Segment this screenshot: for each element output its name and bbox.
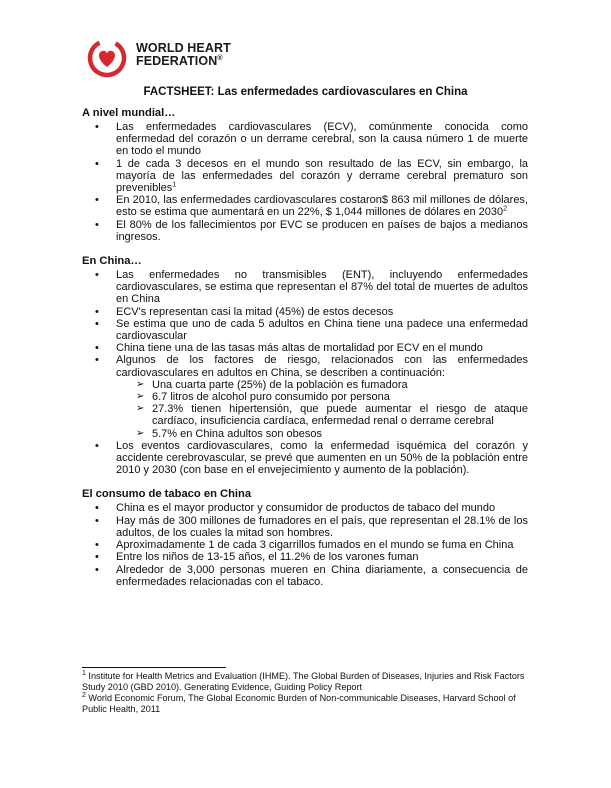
section-heading: En China… [82, 255, 142, 268]
bullet-item [82, 194, 528, 218]
bullet-item [82, 342, 528, 354]
footnote-text: Institute for Health Metrics and Evaluation (IHME). The Global Burden of Diseases, Injuries and Risk Factors Study 2010 (GBD 2010). Generating Evidence, Guiding Policy Report [82, 671, 525, 692]
bullet-text: 1 de cada 3 decesos en el mundo son resultado de las ECV, sin embargo, la mayoría de las enfermedades del corazón y derrame cerebral prematuro son prevenibles [116, 157, 528, 195]
section-3 [82, 488, 528, 587]
bullet-item [82, 515, 528, 539]
arrow-bullet-icon: ➢ [136, 378, 145, 390]
bullet-text: Hay más de 300 millones de fumadores en el país, que representan el 28.1% de los adultos, de los cuales la mitad son hombres. [116, 514, 528, 539]
footnote-divider [82, 667, 226, 668]
arrow-bullet-icon: ➢ [136, 427, 145, 439]
sub-bullet-list [136, 379, 528, 440]
sub-bullet-text: Una cuarta parte (25%) de la población es fumadora [152, 378, 408, 391]
sub-bullet-text: 5.7% en China adultos son obesos [152, 427, 323, 440]
registered-mark: ® [217, 54, 223, 62]
heart-logo-icon [86, 36, 130, 80]
sub-bullet-item [136, 379, 528, 391]
bullet-item [82, 440, 528, 477]
arrow-bullet-icon: ➢ [136, 403, 145, 415]
bullet-text: El 80% de los fallecimientos por EVC se producen en países de bajos a medianos ingresos. [116, 218, 528, 243]
section-2 [82, 255, 528, 476]
footnote-text: World Economic Forum, The Global Economic Burden of Non-communicable Diseases, Harvard School of Public Health, 2011 [82, 693, 516, 714]
bullet-text: China tiene una de las tasas más altas de mortalidad por ECV en el mundo [116, 342, 483, 355]
bullet-item [82, 551, 528, 563]
bullet-text: China es el mayor productor y consumidor de productos de tabaco del mundo [116, 502, 496, 515]
bullet-item [82, 564, 528, 588]
bullet-item [82, 269, 528, 306]
footnote-number: 2 [82, 691, 86, 699]
bullet-item [82, 318, 528, 342]
sub-bullet-text: 6.7 litros de alcohol puro consumido por persona [152, 391, 390, 404]
footnote-number: 1 [82, 669, 86, 677]
bullet-list [82, 269, 528, 476]
bullet-item [82, 158, 528, 195]
page-title: FACTSHEET: Las enfermedades cardiovasculares en China [143, 86, 468, 98]
sub-bullet-item [136, 403, 528, 427]
logo-wordmark [136, 42, 231, 68]
bullet-text: Las enfermedades no transmisibles (ENT), incluyendo enfermedades cardiovasculares, se estima que representan el 87% del total de muertes de adultos en China [116, 269, 528, 306]
bullet-item [82, 219, 528, 243]
sub-bullet-text: 27.3% tienen hipertensión, que puede aumentar el riesgo de ataque cardíaco, insuficiencia cardíaca, enfermedad renal o derrame cerebral [152, 403, 528, 428]
bullet-item [82, 306, 528, 318]
arrow-bullet-icon: ➢ [136, 391, 145, 403]
bullet-item [82, 539, 528, 551]
footnotes [82, 671, 528, 715]
sub-bullet-item [136, 428, 528, 440]
bullet-item [82, 121, 528, 158]
bullet-text: ECV's representan casi la mitad (45%) de estos decesos [116, 305, 394, 318]
bullet-item [82, 354, 528, 439]
bullet-text: Las enfermedades cardiovasculares (ECV), comúnmente conocida como enfermedad del corazón o un derrame cerebral, son la causa número 1 de muerte en todo el mundo [116, 121, 528, 158]
bullet-list [82, 502, 528, 587]
bullet-text: Los eventos cardiovasculares, como la enfermedad isquémica del corazón y accidente cerebrovascular, se prevé que aumenten en un 50% de la población entre 2010 y 2030 (con base en el envejecimiento y aumento de la población). [116, 439, 528, 477]
bullet-text: Algunos de los factores de riesgo, relacionados con las enfermedades cardiovasculares en adultos en China, se describen a continuación: [116, 354, 528, 379]
footnote-ref: 1 [172, 181, 177, 189]
section-heading: El consumo de tabaco en China [82, 488, 252, 501]
bullet-item [82, 502, 528, 514]
logo-line-1: WORLD HEART [136, 41, 231, 55]
bullet-list [82, 121, 528, 243]
bullet-text: Entre los niños de 13-15 años, el 11.2% de los varones fuman [116, 551, 419, 564]
bullet-text: Se estima que uno de cada 5 adultos en China tiene una padece una enfermedad cardiovascular [116, 317, 528, 343]
world-heart-federation-logo [86, 36, 246, 80]
bullet-text: Aproximadamente 1 de cada 3 cigarrillos fumados en el mundo se fuma en China [116, 539, 514, 552]
section-1 [82, 107, 528, 243]
bullet-text: Alrededor de 3,000 personas mueren en China diariamente, a consecuencia de enfermedades relacionadas con el tabaco. [116, 563, 528, 588]
logo-line-2: FEDERATION [136, 54, 218, 68]
footnote-ref: 2 [503, 205, 507, 213]
factsheet-body [82, 107, 528, 600]
sub-bullet-item [136, 391, 528, 403]
bullet-text: En 2010, las enfermedades cardiovasculares costaron$ 863 mil millones de dólares, esto se estima que aumentará en un 22%, $ 1,044 millones de dólares en 2030 [116, 194, 528, 219]
section-heading: A nivel mundial… [82, 107, 176, 119]
footnote [82, 671, 528, 693]
footnote [82, 693, 528, 715]
